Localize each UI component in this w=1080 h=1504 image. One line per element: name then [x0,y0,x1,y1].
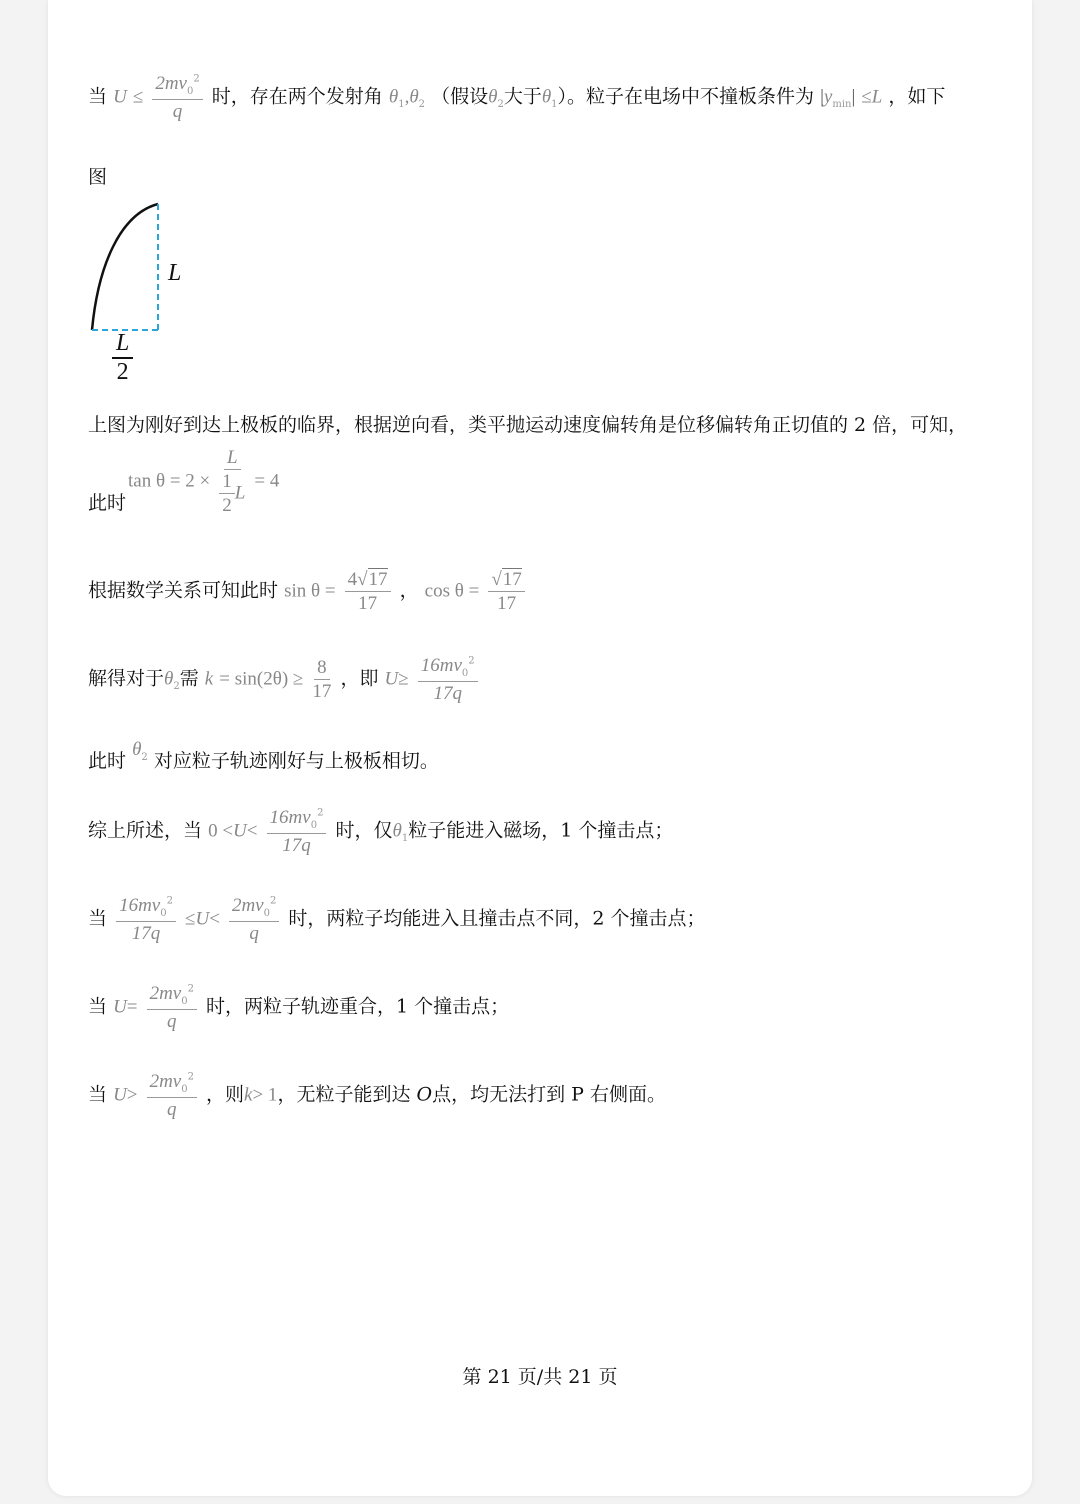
summary-case-4: 当 U> $\frac{2mv_0^2}{q}$ ，则k> 1，无粒子能到达 O点，均无法打到 P 右侧面。 [88,1071,666,1120]
trajectory-figure [86,196,206,386]
critical-explanation: 上图为刚好到达上极板的临界，根据逆向看，类平抛运动速度偏转角是位移偏转角正切值的 2 倍，可知， [88,414,968,436]
condition-line-1: 当 U ≤ $\frac{2mv_0^2}{q}$ 时，存在两个发射角 $\theta_1,\theta_2$ （假设$\theta_2$大于$\theta_1$）。粒子在电场中不撞板条件为 $|y_{min}| \le L$ ，如下 [88,73,946,122]
tangent-statement: 此时 $\theta_2$ 对应粒子轨迹刚好与上极板相切。 [88,739,439,772]
at-this-time-label: 此时 [88,492,127,514]
summary-case-2: 当 $\frac{16mv_0^2}{17q}$ ≤U< $\frac{2mv_0^2}{q}$ 时，两粒子均能进入且撞击点不同，2 个撞击点； [88,895,706,944]
k-condition-line: 解得对于$\theta_2$需 k = sin(2θ) ≥ $\frac{8}{17}$ ，即 U≥ $\frac{16mv_0^2}{17q}$ [88,656,481,703]
width-label-L-over-2: L 2 [112,330,133,386]
page-footer: 第 21 页/共 21 页 [462,1366,618,1388]
fraction-2mv0sq-over-q: $\frac{2mv_0^2}{q}$ [152,74,202,121]
summary-case-1: 综上所述，当 0 <U< $\frac{16mv_0^2}{17q}$ 时，仅$\theta_1$粒子能进入磁场，1 个撞击点； [88,807,674,856]
summary-case-3: 当 U= $\frac{2mv_0^2}{q}$ 时，两粒子轨迹重合，1 个撞击点； [88,983,510,1032]
tan-theta-equation: tan θ = 2 × L $\frac{1}{2}$ L = 4 [128,447,280,516]
height-label-L: L [168,260,182,286]
sin-cos-line: 根据数学关系可知此时 sin θ = $\frac{4√17}{17}$ ， cos θ = $\frac{√17}{17}$ [88,570,528,613]
figure-caption-word: 图 [88,166,108,188]
trajectory-curve [92,204,158,330]
